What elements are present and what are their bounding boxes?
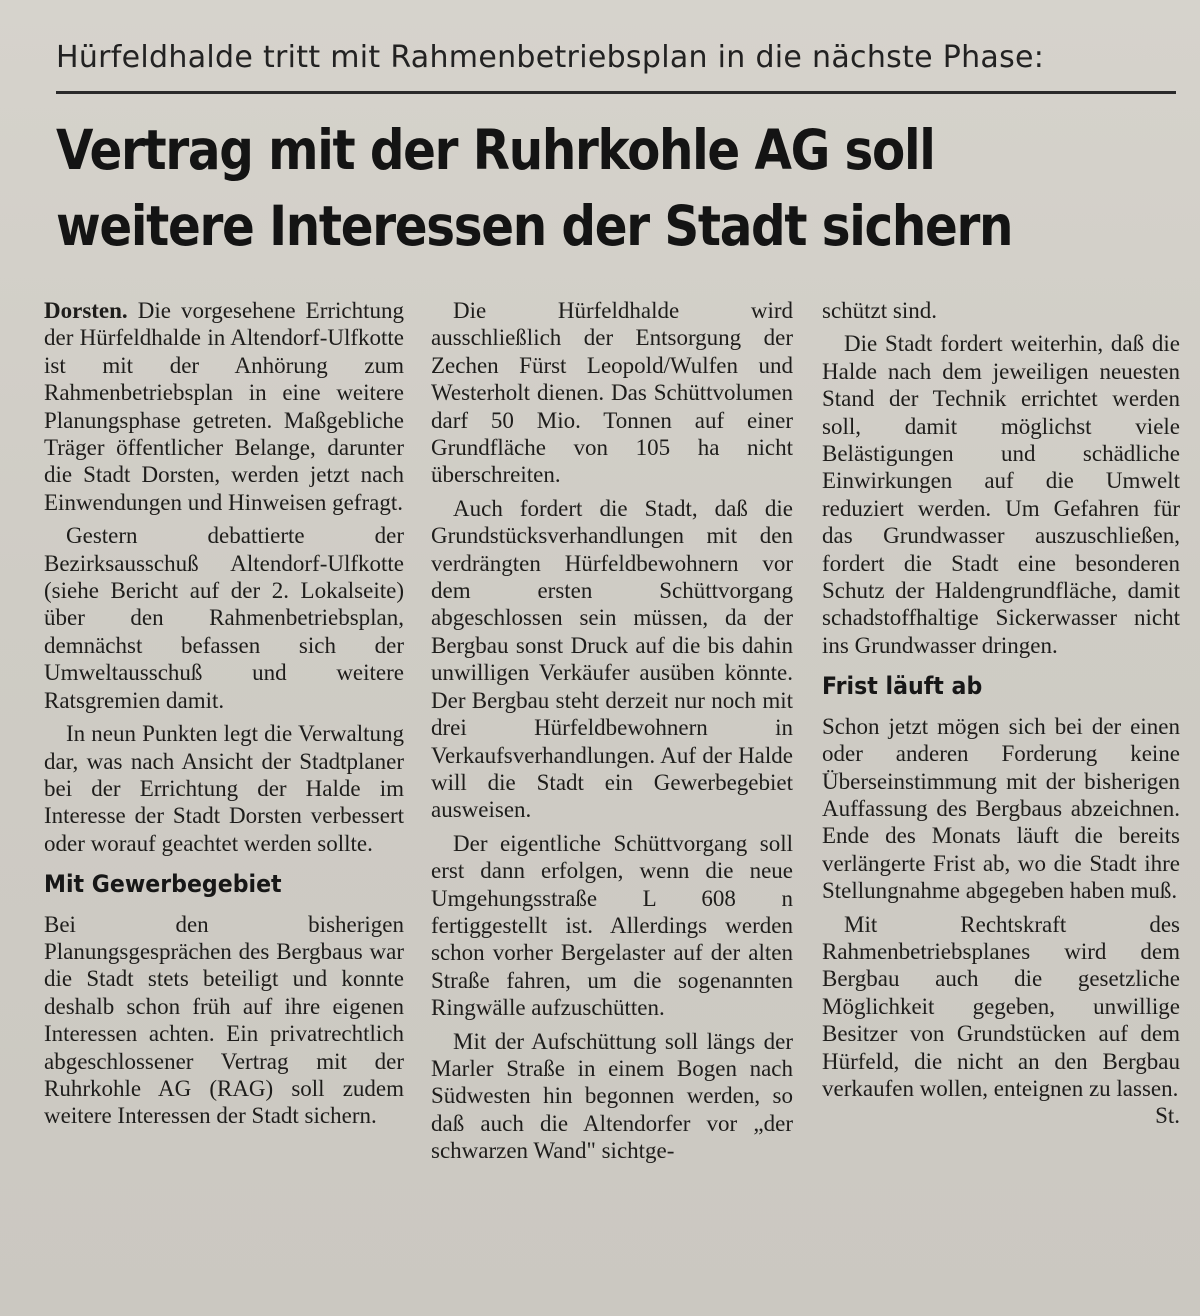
paragraph xyxy=(822,911,1180,1129)
paragraph xyxy=(44,297,404,516)
paragraph: Die Stadt fordert weiterhin, daß die Halde nach dem jeweiligen neuesten Stand der Technik errichtet werden soll, damit möglichst viele Belästigungen und schädliche Einwirkungen auf die Umwelt reduziert werden. Um Gefahren für das Grundwasser auszuschließen, fordert die Stadt eine besonderen Schutz der Haldengrundfläche, damit schadstoffhaltige Sickerwasser nicht ins Grundwasser dringen. xyxy=(822,331,1180,658)
article-column-1 xyxy=(44,297,404,1136)
headline-line-2: weitere Interessen der Stadt sichern xyxy=(56,194,1013,258)
headline xyxy=(56,112,1042,264)
paragraph-text: Die vorgesehene Errichtung der Hürfeldhalde in Altendorf-Ulfkotte ist mit der Anhörung zum Rahmenbetriebsplan in eine weitere Planungsphase getreten. Maßgebliche Träger öffentlicher Belange, darunter die Stadt Dorsten, werden jetzt nach Einwendungen und Hinweisen gefragt. xyxy=(44,298,404,515)
paragraph: Der eigentliche Schüttvorgang soll erst dann erfolgen, wenn die neue Umgehungsstraße L 608 n fertiggestellt ist. Allerdings werden schon vorher Bergelaster auf der alten Straße fahren, um die sogenannten Ringwälle aufzuschütten. xyxy=(431,830,793,1021)
subheading: Mit Gewerbegebiet xyxy=(44,870,282,899)
paragraph: Auch fordert die Stadt, daß die Grundstücksverhandlungen mit den verdrängten Hürfeldbewohnern vor dem ersten Schüttvorgang abgeschlossen sein müssen, da der Bergbau sonst Druck auf die bis dahin unwilligen Verkäufer ausüben könnte. Der Bergbau steht derzeit nur noch mit drei Hürfeldbewohnern in Verkaufsverhandlungen. Auf der Halde will die Stadt ein Gewerbegebiet ausweisen. xyxy=(431,495,793,823)
author-signature: St. xyxy=(1155,1103,1180,1129)
dateline: Dorsten. xyxy=(44,298,128,323)
article-column-2 xyxy=(431,297,793,1171)
kicker-rule xyxy=(56,91,1176,94)
paragraph: Gestern debattierte der Bezirksausschuß Altendorf-Ulfkotte (siehe Bericht auf der 2. Lokalseite) über den Rahmenbetriebsplan, demnächst befassen sich der Umweltausschuß und weitere Ratsgremien damit. xyxy=(44,523,404,713)
paragraph: Mit der Aufschüttung soll längs der Marler Straße in einem Bogen nach Südwesten hin begonnen werden, so daß auch die Altendorfer vor „der schwarzen Wand" sichtge- xyxy=(431,1028,793,1164)
paragraph: Die Hürfeldhalde wird ausschließlich der Entsorgung der Zechen Fürst Leopold/Wulfen und Westerholt dienen. Das Schüttvolumen darf 50 Mio. Tonnen auf einer Grundfläche von 105 ha nicht überschreiten. xyxy=(431,298,793,488)
subheading: Frist läuft ab xyxy=(822,672,983,701)
paragraph: In neun Punkten legt die Verwaltung dar, was nach Ansicht der Stadtplaner bei der Errichtung der Halde im Interesse der Stadt Dorsten verbessert oder worauf geachtet werden sollte. xyxy=(44,721,404,856)
kicker-line: Hürfeldhalde tritt mit Rahmenbetriebsplan in die nächste Phase: xyxy=(56,40,1045,75)
paragraph: Bei den bisherigen Planungsgesprächen des Bergbaus war die Stadt stets beteiligt und konnte deshalb schon früh auf ihre eigenen Interessen achten. Ein privatrechtlich abgeschlossener Vertrag mit der Ruhrkohle AG (RAG) soll zudem weitere Interessen der Stadt sichern. xyxy=(44,911,404,1129)
article-column-3 xyxy=(822,297,1180,1130)
paragraph: schützt sind. xyxy=(822,298,937,323)
paragraph: Schon jetzt mögen sich bei der einen oder anderen Forderung keine Überseinstimmung mit der bisherigen Auffassung des Bergbaus abzeichnen. Ende des Monats läuft die bereits verlängerte Frist ab, wo die Stadt ihre Stellungnahme abgegeben haben muß. xyxy=(822,713,1180,904)
headline-line-1: Vertrag mit der Ruhrkohle AG soll xyxy=(56,118,935,182)
paragraph-text: Mit Rechtskraft des Rahmenbetriebsplanes wird dem Bergbau auch die gesetzliche Möglichkeit gegeben, unwillige Besitzer von Grundstücken auf dem Hürfeld, die nicht an den Bergbau verkaufen wollen, enteignen zu lassen. xyxy=(822,911,1180,1101)
